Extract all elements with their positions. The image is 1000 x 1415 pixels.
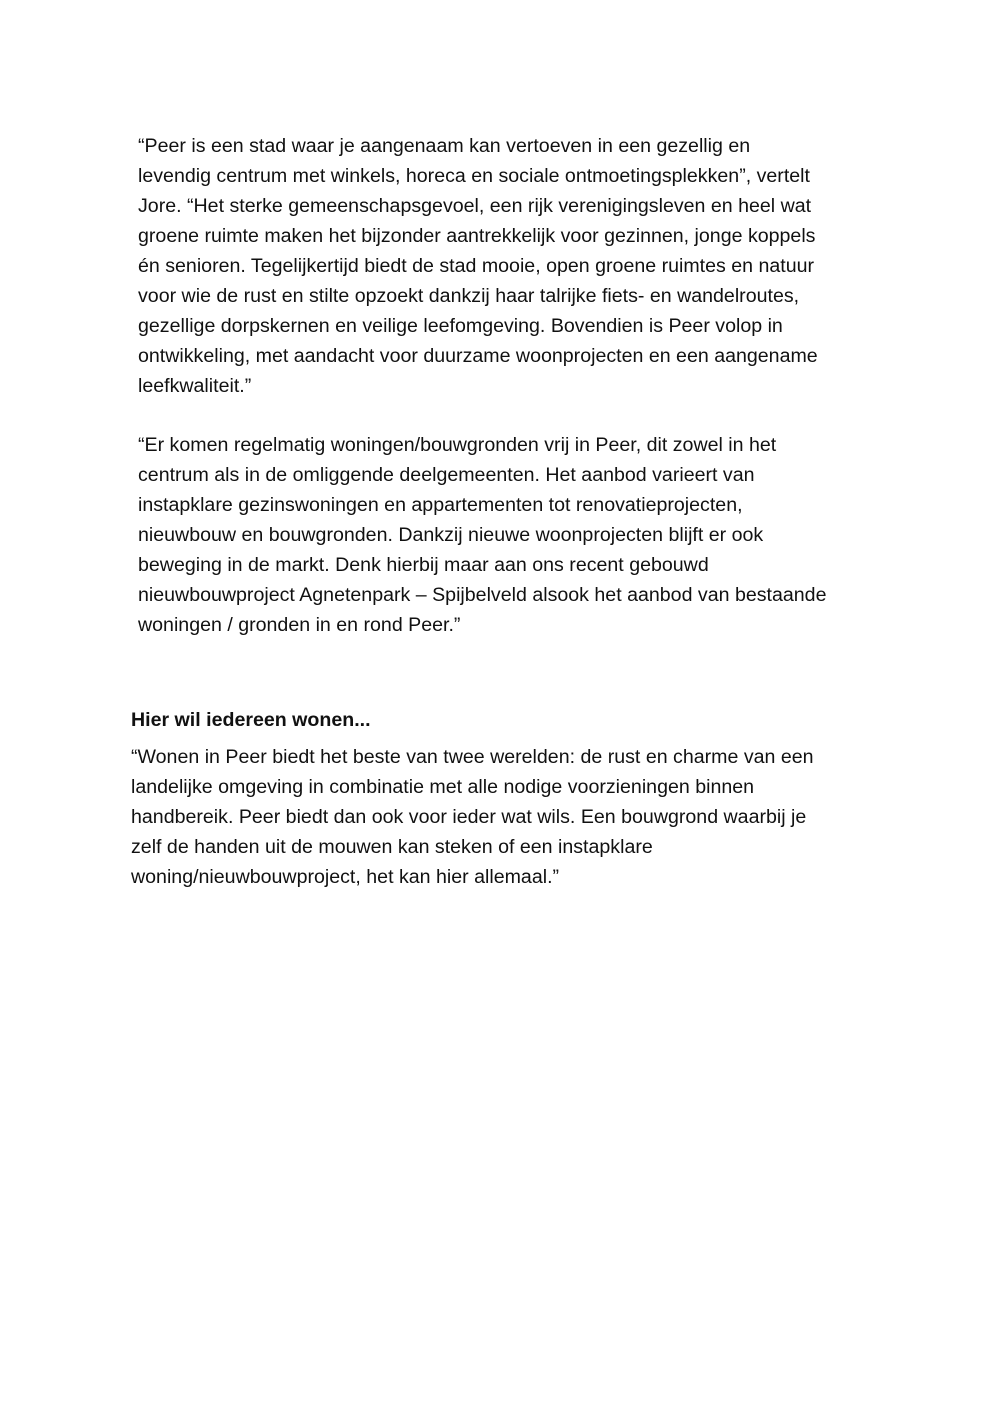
paragraph-line: woning/nieuwbouwproject, het kan hier allemaal.” bbox=[131, 866, 560, 888]
paragraph-line: leefkwaliteit.” bbox=[138, 375, 252, 397]
paragraph-line: woningen / gronden in en rond Peer.” bbox=[138, 614, 461, 636]
paragraph-line: handbereik. Peer biedt dan ook voor ieder wat wils. Een bouwgrond waarbij je bbox=[131, 806, 807, 828]
paragraph-line: “Peer is een stad waar je aangenaam kan vertoeven in een gezellig en bbox=[138, 135, 751, 157]
quote-paragraph-living-in-peer bbox=[131, 742, 814, 892]
section-heading: Hier wil iedereen wonen... bbox=[131, 709, 371, 731]
paragraph-line: voor wie de rust en stilte opzoekt dankzij haar talrijke fiets- en wandelroutes, bbox=[138, 285, 800, 307]
paragraph-line: gezellige dorpskernen en veilige leefomgeving. Bovendien is Peer volop in bbox=[138, 315, 783, 337]
paragraph-line: beweging in de markt. Denk hierbij maar aan ons recent gebouwd bbox=[138, 554, 709, 576]
paragraph-line: Jore. “Het sterke gemeenschapsgevoel, een rijk verenigingsleven en heel wat bbox=[138, 195, 812, 217]
paragraph-line: ontwikkeling, met aandacht voor duurzame woonprojecten en een aangename bbox=[138, 345, 818, 367]
paragraph-line: centrum als in de omliggende deelgemeenten. Het aanbod varieert van bbox=[138, 464, 755, 486]
paragraph-line: groene ruimte maken het bijzonder aantrekkelijk voor gezinnen, jonge koppels bbox=[138, 225, 816, 247]
quote-paragraph-housing-market bbox=[138, 430, 826, 640]
paragraph-line: landelijke omgeving in combinatie met alle nodige voorzieningen binnen bbox=[131, 776, 755, 798]
paragraph-line: én senioren. Tegelijkertijd biedt de stad mooie, open groene ruimtes en natuur bbox=[138, 255, 815, 277]
paragraph-line: levendig centrum met winkels, horeca en sociale ontmoetingsplekken”, vertelt bbox=[138, 165, 810, 187]
paragraph-line: “Er komen regelmatig woningen/bouwgronden vrij in Peer, dit zowel in het bbox=[138, 434, 777, 456]
paragraph-line: nieuwbouwproject Agnetenpark – Spijbelveld alsook het aanbod van bestaande bbox=[138, 584, 827, 606]
paragraph-line: “Wonen in Peer biedt het beste van twee werelden: de rust en charme van een bbox=[131, 746, 814, 768]
paragraph-line: zelf de handen uit de mouwen kan steken of een instapklare bbox=[131, 836, 653, 858]
paragraph-line: nieuwbouw en bouwgronden. Dankzij nieuwe woonprojecten blijft er ook bbox=[138, 524, 764, 546]
quote-paragraph-peer-city bbox=[138, 131, 818, 401]
paragraph-line: instapklare gezinswoningen en appartementen tot renovatieprojecten, bbox=[138, 494, 743, 516]
